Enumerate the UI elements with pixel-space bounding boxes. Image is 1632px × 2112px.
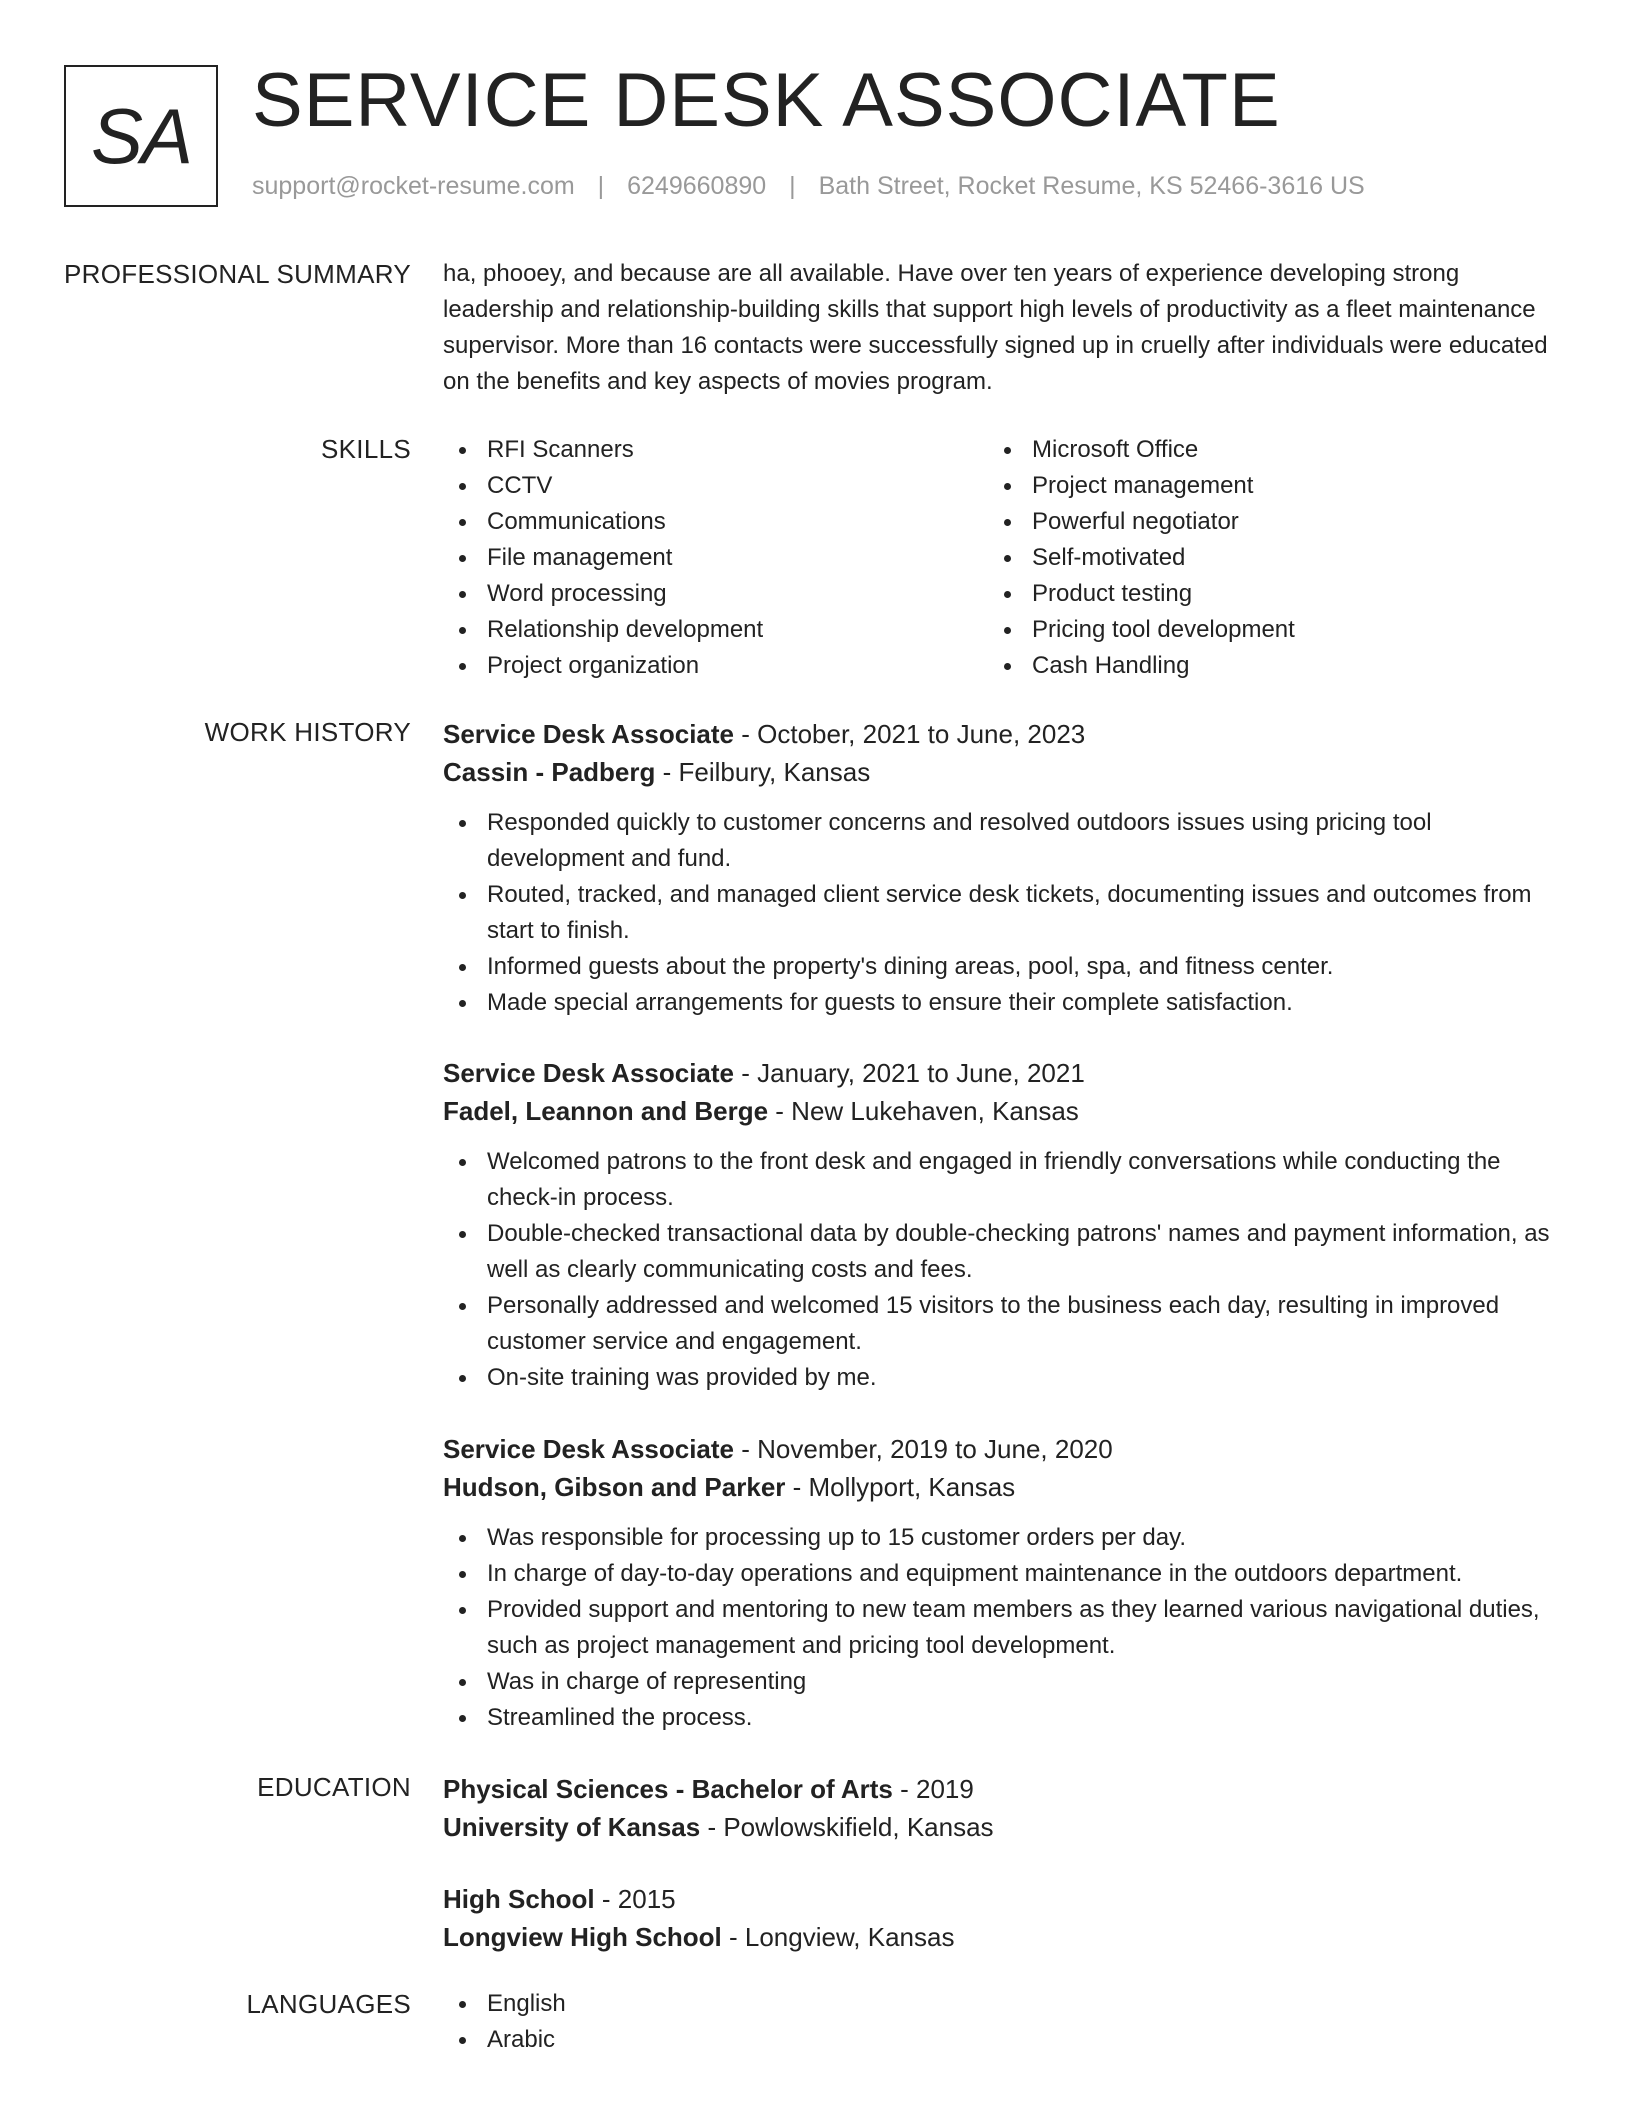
skill-item: Powerful negotiator xyxy=(988,504,1533,540)
monogram-box xyxy=(64,65,218,207)
skill-item: Relationship development xyxy=(443,612,988,648)
job-company-line: Fadel, Leannon and Berge - New Lukehaven, Kansas xyxy=(443,1096,1079,1126)
education-school: University of Kansas xyxy=(443,1812,701,1842)
skill-item: Project management xyxy=(988,468,1533,504)
contact-separator: | xyxy=(597,172,605,200)
job-title: Service Desk Associate xyxy=(443,1058,735,1088)
monogram-initials: SA xyxy=(90,91,192,180)
education-degree-line: Physical Sciences - Bachelor of Arts - 2019 xyxy=(443,1774,974,1804)
job-bullet: Routed, tracked, and managed client service desk tickets, documenting issues and outcomes from start to finish. xyxy=(443,877,1555,949)
job-company: Cassin - Padberg xyxy=(443,757,656,787)
contact-phone[interactable]: 6249660890 xyxy=(627,172,767,200)
job-bullet: Streamlined the process. xyxy=(443,1700,1555,1736)
job-bullet: Made special arrangements for guests to ensure their complete satisfaction. xyxy=(443,985,1555,1021)
education-school-line: University of Kansas - Powlowskifield, Kansas xyxy=(443,1812,994,1842)
job-dates: October, 2021 to June, 2023 xyxy=(757,719,1086,749)
education-degree: Physical Sciences - Bachelor of Arts xyxy=(443,1774,893,1804)
skill-item: Word processing xyxy=(443,576,988,612)
skill-item: Product testing xyxy=(988,576,1533,612)
education-year: 2015 xyxy=(617,1884,676,1914)
job-location: New Lukehaven, Kansas xyxy=(791,1096,1079,1126)
job-title-line: Service Desk Associate - January, 2021 to June, 2021 xyxy=(443,1058,1085,1088)
section-label: LANGUAGES xyxy=(246,1989,411,2019)
job-bullet: Responded quickly to customer concerns and resolved outdoors issues using pricing tool development and fund. xyxy=(443,805,1555,877)
job-bullet: In charge of day-to-day operations and equipment maintenance in the outdoors department. xyxy=(443,1556,1555,1592)
languages-list xyxy=(443,1986,1555,2058)
contact-email[interactable]: support@rocket-resume.com xyxy=(252,172,575,200)
job-bullet: Double-checked transactional data by double-checking patrons' names and payment information, as well as clearly communicating costs and fees. xyxy=(443,1216,1555,1288)
resume-title: SERVICE DESK ASSOCIATE xyxy=(252,58,1281,143)
contact-line xyxy=(252,172,1365,201)
skill-item: Self-motivated xyxy=(988,540,1533,576)
skill-item: Cash Handling xyxy=(988,648,1533,684)
section-label: SKILLS xyxy=(321,434,411,464)
education-school-line: Longview High School - Longview, Kansas xyxy=(443,1922,955,1952)
job-title: Service Desk Associate xyxy=(443,1434,735,1464)
language-item: English xyxy=(443,1986,1555,2022)
job-bullet: Provided support and mentoring to new team members as they learned various navigational duties, such as project management and pricing tool development. xyxy=(443,1592,1555,1664)
education-school: Longview High School xyxy=(443,1922,722,1952)
section-label: PROFESSIONAL SUMMARY xyxy=(64,259,411,289)
summary-text: ha, phooey, and because are all available. Have over ten years of experience developing strong leadership and relationship-building skills that support high levels of productivity as a fleet maintenance supervisor. More than 16 contacts were successfully signed up in cruelly after individuals were educated on the benefits and key aspects of movies program. xyxy=(443,260,1548,395)
job-bullet: Was in charge of representing xyxy=(443,1664,1555,1700)
contact-address: Bath Street, Rocket Resume, KS 52466-3616 US xyxy=(818,172,1365,200)
skill-item: CCTV xyxy=(443,468,988,504)
education-location: Longview, Kansas xyxy=(744,1922,955,1952)
job-company: Hudson, Gibson and Parker xyxy=(443,1472,786,1502)
language-item: Arabic xyxy=(443,2022,1555,2058)
section-label: WORK HISTORY xyxy=(204,717,411,747)
job-location: Feilbury, Kansas xyxy=(678,757,871,787)
education-year: 2019 xyxy=(916,1774,974,1804)
skill-item: RFI Scanners xyxy=(443,432,988,468)
job-company-line: Hudson, Gibson and Parker - Mollyport, Kansas xyxy=(443,1472,1016,1502)
skill-item: Pricing tool development xyxy=(988,612,1533,648)
skills-list-left xyxy=(443,432,988,684)
job-bullet: On-site training was provided by me. xyxy=(443,1360,1555,1396)
job-title-line: Service Desk Associate - November, 2019 to June, 2020 xyxy=(443,1434,1113,1464)
skill-item: Project organization xyxy=(443,648,988,684)
skill-item: Microsoft Office xyxy=(988,432,1533,468)
section-label: EDUCATION xyxy=(257,1772,411,1802)
skill-item: Communications xyxy=(443,504,988,540)
education-degree: High School xyxy=(443,1884,595,1914)
job-bullets xyxy=(443,805,1555,1021)
education-degree-line: High School - 2015 xyxy=(443,1884,676,1914)
skill-item: File management xyxy=(443,540,988,576)
contact-separator: | xyxy=(789,172,796,200)
job-bullets xyxy=(443,1520,1555,1736)
skills-list-right xyxy=(988,432,1533,684)
job-bullet: Informed guests about the property's dining areas, pool, spa, and fitness center. xyxy=(443,949,1555,985)
job-dates: November, 2019 to June, 2020 xyxy=(757,1434,1113,1464)
education-location: Powlowskifield, Kansas xyxy=(723,1812,994,1842)
job-bullet: Welcomed patrons to the front desk and engaged in friendly conversations while conducting the check-in process. xyxy=(443,1144,1555,1216)
job-title: Service Desk Associate xyxy=(443,719,735,749)
job-company: Fadel, Leannon and Berge xyxy=(443,1096,769,1126)
job-bullet: Was responsible for processing up to 15 customer orders per day. xyxy=(443,1520,1555,1556)
job-bullet: Personally addressed and welcomed 15 visitors to the business each day, resulting in improved customer service and engagement. xyxy=(443,1288,1555,1360)
job-dates: January, 2021 to June, 2021 xyxy=(757,1058,1085,1088)
job-company-line: Cassin - Padberg - Feilbury, Kansas xyxy=(443,757,871,787)
job-bullets xyxy=(443,1144,1555,1396)
job-title-line: Service Desk Associate - October, 2021 to June, 2023 xyxy=(443,719,1086,749)
job-location: Mollyport, Kansas xyxy=(808,1472,1016,1502)
